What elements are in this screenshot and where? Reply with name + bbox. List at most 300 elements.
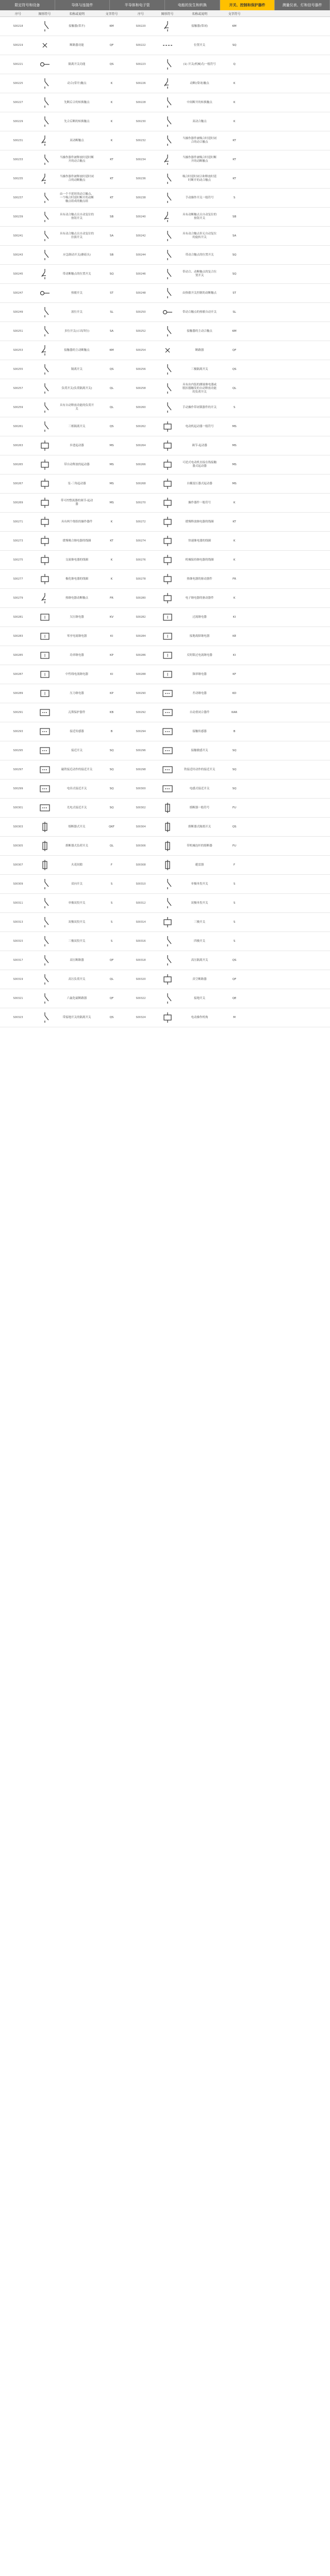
fuse-icon: [36, 859, 54, 871]
symbol-letter: MS: [109, 501, 114, 504]
symbol-code: S00264: [136, 444, 146, 447]
symbol-code: S00276: [136, 558, 146, 562]
symbol-letter: QL: [109, 977, 114, 981]
symbol-code: S00302: [136, 806, 146, 809]
table-row: [0, 818, 330, 837]
box-coil-icon: [159, 573, 176, 585]
contact-make-icon: [36, 402, 54, 413]
tab-3[interactable]: 电能的发生和转换: [165, 0, 220, 10]
box-dash-icon: [159, 783, 176, 794]
table-row: [0, 646, 330, 665]
symbol-letter: SQ: [232, 253, 237, 257]
symbol-code: S00256: [136, 367, 146, 371]
symbol-code: S00306: [136, 844, 146, 848]
symbol-name: (1) 开关(机械式)一般符号: [183, 62, 216, 66]
symbol-letter: QF: [232, 977, 237, 981]
symbol-name: 光电式接近开关: [67, 806, 87, 809]
contact-make-icon: [36, 211, 54, 223]
symbol-code: S00315: [13, 939, 23, 943]
box-dash-icon: [36, 764, 54, 775]
symbol-graphic: [30, 646, 59, 665]
symbol-letter: KT: [110, 158, 113, 161]
symbol-name: 过流继电器: [192, 615, 207, 619]
symbol-letter: SL: [110, 310, 113, 314]
contact-make-icon: [159, 955, 176, 966]
symbol-name: 熔断器式负荷开关: [65, 844, 88, 848]
symbol-graphic: [30, 246, 59, 264]
tab-5[interactable]: 测量仪表、灯和信号器件: [275, 0, 330, 10]
symbol-letter: KP: [110, 691, 113, 695]
symbol-letter: QF: [109, 996, 114, 1000]
symbol-graphic: [30, 360, 59, 379]
symbol-graphic: [153, 1008, 182, 1027]
symbol-name: 高压隔离开关: [191, 958, 208, 962]
symbol-code: S00238: [136, 196, 146, 199]
contact-break-icon: [36, 135, 54, 146]
symbol-graphic: [153, 741, 182, 760]
symbol-letter: SQ: [232, 43, 237, 47]
symbol-graphic: [30, 93, 59, 112]
tab-1[interactable]: 导体与连接件: [55, 0, 110, 10]
symbol-letter: SQ: [109, 272, 114, 276]
table-row: [0, 93, 330, 112]
symbol-name: 动合(常开)触点: [67, 81, 87, 85]
symbol-graphic: [30, 779, 59, 798]
table-row: [0, 513, 330, 532]
symbol-graphic: [153, 150, 182, 169]
table-row: [0, 970, 330, 989]
symbol-name: 带自动释放的起动器: [64, 463, 90, 466]
symbol-name: 接近开关: [71, 749, 82, 752]
symbol-name: 电子继电器的驱动器件: [185, 596, 214, 600]
symbol-graphic: [153, 265, 182, 283]
symbol-letter: B: [233, 730, 236, 733]
symbol-name: 零序电流继电器: [67, 634, 87, 638]
box-coil-icon: [159, 516, 176, 528]
symbol-letter: M: [233, 1015, 236, 1019]
symbol-letter: K: [233, 100, 236, 104]
symbol-graphic: [153, 703, 182, 722]
symbol-letter: KT: [233, 177, 236, 180]
symbol-letter: K: [110, 120, 113, 123]
symbol-letter: KB: [109, 710, 114, 714]
contact-break-icon: [36, 268, 54, 280]
header-symbol: 图形符号: [161, 12, 174, 16]
header-symbol: 图形符号: [38, 12, 51, 16]
dash-line-icon: [159, 40, 176, 51]
box-coil-icon: [159, 459, 176, 470]
symbol-letter: QF: [232, 348, 237, 352]
table-row: [0, 379, 330, 398]
symbol-code: S00275: [13, 558, 23, 562]
table-row: [0, 227, 330, 246]
symbol-code: S00257: [13, 386, 23, 390]
symbol-letter: S: [110, 939, 113, 943]
symbol-code: S00312: [136, 901, 146, 905]
symbol-name: 差动继电器: [192, 691, 207, 695]
symbol-code: S00230: [136, 120, 146, 123]
symbol-graphic: [153, 455, 182, 474]
symbol-name: 热继电器的驱动器件: [187, 577, 212, 581]
table-row: [0, 246, 330, 265]
svg-text:I: I: [44, 691, 45, 696]
symbol-letter: K: [233, 81, 236, 85]
symbol-graphic: [30, 74, 59, 93]
symbol-name: 接触器(常闭): [191, 24, 208, 28]
contact-make-icon: [159, 268, 176, 280]
symbol-code: S00287: [13, 672, 23, 676]
symbol-code: S00232: [136, 139, 146, 142]
symbol-graphic: [153, 474, 182, 493]
fuse-icon: [36, 821, 54, 833]
symbol-code: S00251: [13, 329, 23, 333]
table-row: [0, 799, 330, 818]
symbol-name: 带接地开关的隔离开关: [62, 1015, 91, 1019]
symbol-letter: SL: [233, 310, 236, 314]
symbol-graphic: [30, 894, 59, 912]
symbol-letter: QKF: [108, 825, 115, 828]
contact-break-icon: [159, 211, 176, 223]
symbol-letter: KV: [109, 615, 114, 619]
contact-make-icon: [159, 192, 176, 204]
symbol-code: S00220: [136, 24, 146, 28]
contact-break-icon: [159, 154, 176, 165]
symbol-letter: SA: [232, 234, 237, 238]
symbol-code: S00292: [136, 710, 146, 714]
symbol-graphic: [153, 989, 182, 1008]
symbol-code: S00289: [13, 691, 23, 695]
symbol-name: 三极隔离开关: [191, 367, 208, 371]
symbol-letter: Q: [233, 62, 236, 66]
symbol-name: 三极开关: [193, 920, 205, 924]
table-row: [0, 913, 330, 932]
symbol-code: S00274: [136, 539, 146, 543]
contact-make-icon: [159, 402, 176, 413]
symbol-name: 熔断器式隔离开关: [188, 825, 211, 828]
symbol-graphic: [153, 665, 182, 684]
symbol-graphic: [153, 417, 182, 436]
symbol-name: 由热敏开关控制的动断触点: [183, 291, 217, 295]
symbol-name: 具有自动释放功能的负荷开关: [60, 404, 94, 411]
symbol-name: 热继电器动断触点: [65, 596, 88, 600]
symbol-code: S00285: [13, 653, 23, 657]
contact-break-icon: [36, 173, 54, 184]
text-i-icon: [36, 650, 54, 661]
symbol-name: 熔断器式开关: [68, 825, 86, 828]
symbol-code: S00304: [136, 825, 146, 828]
symbol-name: 带动断触点的位置开关: [62, 272, 91, 276]
symbol-code: S00299: [13, 787, 23, 790]
symbol-letter: SQ: [232, 749, 237, 752]
symbol-letter: KI: [110, 672, 113, 676]
symbol-letter: KI: [233, 653, 236, 657]
symbol-name: 先合后断的转换触点: [64, 120, 90, 123]
symbol-letter: S: [110, 920, 113, 924]
symbol-letter: F: [233, 863, 236, 867]
symbol-letter: KT: [233, 139, 236, 142]
symbol-code: S00313: [13, 920, 23, 924]
contact-make-icon: [159, 249, 176, 261]
symbol-name: 快速继电器的线圈: [188, 539, 211, 543]
text-i-icon: [36, 631, 54, 642]
symbol-graphic: [30, 455, 59, 474]
symbol-code: S00239: [13, 215, 23, 218]
box-coil-icon: [36, 440, 54, 451]
contact-make-icon: [159, 936, 176, 947]
symbol-letter: SA: [109, 329, 114, 333]
contact-break-icon: [36, 592, 54, 604]
box-dash-icon: [159, 688, 176, 699]
symbol-graphic: [30, 398, 59, 417]
contact-make-icon: [36, 192, 54, 204]
header-name: 名称或说明: [191, 12, 207, 16]
symbol-letter: MS: [109, 463, 114, 466]
symbol-code: S00253: [13, 348, 23, 352]
text-i-icon: [36, 669, 54, 680]
symbol-name: 可逆式电动机直接在线接触器式起动器: [183, 461, 217, 468]
x-mark-icon: [36, 40, 54, 51]
symbol-code: S00225: [13, 81, 23, 85]
symbol-graphic: [153, 551, 182, 569]
x-mark-icon: [159, 345, 176, 356]
symbol-graphic: [153, 208, 182, 226]
symbol-code: S00266: [136, 463, 146, 466]
contact-make-icon: [159, 993, 176, 1004]
symbol-graphic: [30, 951, 59, 970]
symbol-letter: QL: [109, 405, 114, 409]
symbol-name: 接近传感器: [70, 730, 84, 733]
contact-make-icon: [36, 897, 54, 909]
contact-break-icon: [159, 21, 176, 32]
symbol-letter: SB: [109, 215, 114, 218]
symbol-code: S00323: [13, 1015, 23, 1019]
contact-make-icon: [159, 116, 176, 127]
symbol-letter: QS: [232, 367, 237, 371]
symbol-graphic: [30, 932, 59, 951]
symbol-name: 断路器功能: [70, 43, 84, 47]
contact-make-icon: [36, 326, 54, 337]
symbol-letter: QE: [232, 996, 237, 1000]
table-row: [0, 17, 330, 36]
circle-contact-icon: [159, 307, 176, 318]
symbol-graphic: [153, 875, 182, 893]
symbol-letter: SQ: [109, 806, 114, 809]
symbol-letter: SQ: [109, 749, 114, 752]
symbol-graphic: [153, 131, 182, 150]
symbol-graphic: [30, 494, 59, 512]
symbol-code: S00255: [13, 367, 23, 371]
symbol-name: 带动合、动断触点的复合位置开关: [183, 270, 217, 277]
tab-4[interactable]: 开关、控制和保护器件: [220, 0, 275, 10]
table-row: [0, 932, 330, 951]
symbol-graphic: [153, 436, 182, 455]
symbol-graphic: [30, 303, 59, 321]
symbol-letter: SQ: [232, 272, 237, 276]
symbol-graphic: [153, 951, 182, 970]
symbol-name: 三极双投开关: [68, 939, 86, 943]
symbol-code: S00288: [136, 672, 146, 676]
symbol-graphic: [153, 589, 182, 607]
symbol-code: S00319: [13, 977, 23, 981]
symbol-name: 四极开关: [193, 939, 205, 943]
symbol-graphic: [30, 170, 59, 188]
symbol-code: S00226: [136, 81, 146, 85]
symbol-letter: S: [233, 920, 236, 924]
symbol-name: 三相隔离开关: [68, 425, 86, 428]
symbol-letter: K: [233, 558, 236, 562]
table-row: [0, 284, 330, 303]
symbol-letter: QL: [109, 844, 114, 848]
contact-make-icon: [36, 154, 54, 165]
symbol-graphic: [153, 627, 182, 646]
symbol-graphic: [153, 856, 182, 874]
symbol-name: 机械保持继电器的线圈: [185, 558, 214, 562]
symbol-code: S00244: [136, 253, 146, 257]
box-coil-icon: [159, 440, 176, 451]
symbol-code: S00249: [13, 310, 23, 314]
symbol-letter: S: [110, 901, 113, 905]
symbol-name: 电动机起动器一般符号: [185, 425, 214, 428]
symbol-code: S00282: [136, 615, 146, 619]
symbol-graphic: [30, 970, 59, 989]
symbol-code: S00293: [13, 730, 23, 733]
symbol-name: 真空断路器: [192, 977, 207, 981]
symbol-name: 隔离开关功能: [68, 62, 86, 66]
symbol-graphic: [30, 818, 59, 836]
box-coil-icon: [159, 1012, 176, 1023]
table-row: [0, 341, 330, 360]
symbol-graphic: [30, 608, 59, 626]
symbol-code: S00231: [13, 139, 23, 142]
contact-make-icon: [36, 230, 54, 242]
tab-0[interactable]: 限定符号和设备: [0, 0, 55, 10]
symbol-letter: K: [110, 100, 113, 104]
symbol-letter: ST: [110, 291, 113, 295]
svg-text:I: I: [44, 615, 45, 620]
svg-text:I: I: [44, 653, 45, 658]
symbol-code: S00324: [136, 1015, 146, 1019]
symbol-name: 断路器: [195, 348, 204, 352]
contact-make-icon: [36, 878, 54, 890]
table-row: [0, 398, 330, 417]
symbol-code: S00305: [13, 844, 23, 848]
symbol-letter: KM: [109, 24, 114, 28]
symbol-letter: QF: [109, 43, 114, 47]
symbol-name: 具有两个绕组的操作器件: [61, 520, 93, 523]
box-dash-icon: [36, 707, 54, 718]
symbol-name: 动断(常闭)触点: [190, 81, 209, 85]
box-dash-icon: [159, 764, 176, 775]
symbol-code: S00283: [13, 634, 23, 638]
contact-make-icon: [36, 955, 54, 966]
contact-make-icon: [159, 135, 176, 146]
symbol-code: S00316: [136, 939, 146, 943]
symbol-code: S00301: [13, 806, 23, 809]
table-row: [0, 55, 330, 74]
symbol-graphic: [30, 112, 59, 131]
symbol-name: 当操作器件被吸合时延时闭合的动合触点: [183, 137, 217, 144]
symbol-graphic: [30, 322, 59, 341]
text-i-icon: [36, 612, 54, 623]
symbol-graphic: [30, 474, 59, 493]
symbol-letter: K: [110, 520, 113, 523]
contact-make-icon: [36, 116, 54, 127]
fuse-icon: [159, 840, 176, 852]
box-coil-icon: [159, 535, 176, 547]
symbol-graphic: [153, 17, 182, 36]
symbol-code: S00270: [136, 501, 146, 504]
symbol-name: 手动操作带闭锁器件的开关: [183, 405, 217, 409]
symbol-code: S00242: [136, 234, 146, 238]
contact-make-icon: [36, 307, 54, 318]
symbol-name: 单极双投开关: [68, 901, 86, 905]
text-i-icon: [159, 669, 176, 680]
symbol-graphic: [153, 913, 182, 931]
symbol-code: S00295: [13, 749, 23, 752]
symbol-letter: KM: [109, 348, 114, 352]
symbol-code: S00269: [13, 501, 23, 504]
symbol-code: S00320: [136, 977, 146, 981]
symbol-name: 自动重闭合器件: [189, 710, 210, 714]
symbol-graphic: [153, 398, 182, 417]
symbol-graphic: [30, 875, 59, 893]
symbol-graphic: [30, 189, 59, 207]
symbol-letter: MS: [109, 482, 114, 485]
fuse-icon: [159, 802, 176, 814]
symbol-graphic: [30, 760, 59, 779]
table-row: [0, 989, 330, 1008]
symbol-graphic: [153, 112, 182, 131]
symbol-name: 当操作器件被释放时延时断开的动合触点: [60, 156, 94, 163]
symbol-name: 缓慢吸合继电器的线圈: [62, 539, 91, 543]
symbol-graphic: [30, 513, 59, 531]
symbol-graphic: [153, 74, 182, 93]
box-coil-icon: [36, 478, 54, 489]
symbol-graphic: [30, 532, 59, 550]
symbol-letter: QS: [232, 958, 237, 962]
symbol-name: 中性线电流继电器: [65, 672, 88, 676]
tab-2[interactable]: 半导体和电子管: [110, 0, 165, 10]
symbol-code: S00271: [13, 520, 23, 523]
symbol-code: S00228: [136, 100, 146, 104]
svg-text:I: I: [44, 672, 45, 677]
symbol-graphic: [30, 55, 59, 74]
table-row: [0, 589, 330, 608]
contact-make-icon: [159, 287, 176, 299]
contact-break-icon: [159, 78, 176, 89]
symbol-name: 接触器(常开): [69, 24, 85, 28]
symbol-letter: MS: [232, 425, 237, 428]
symbol-code: S00235: [13, 177, 23, 180]
header-letter: 文字符号: [105, 12, 118, 16]
symbol-graphic: [153, 932, 182, 951]
symbol-letter: KD: [232, 691, 237, 695]
symbol-graphic: [30, 341, 59, 360]
symbol-letter: KT: [233, 158, 236, 161]
table-row: [0, 741, 330, 760]
symbol-code: S00243: [13, 253, 23, 257]
symbol-code: S00258: [136, 386, 146, 390]
contact-make-icon: [159, 897, 176, 909]
symbol-name: 六氟化硫断路器: [67, 996, 87, 1000]
symbol-letter: FU: [232, 806, 237, 809]
symbol-code: S00223: [136, 62, 146, 66]
symbol-letter: QS: [109, 425, 114, 428]
symbol-graphic: [153, 170, 182, 188]
symbol-letter: KM: [232, 329, 237, 333]
contact-break-icon: [36, 345, 54, 356]
symbol-code: S00247: [13, 291, 23, 295]
